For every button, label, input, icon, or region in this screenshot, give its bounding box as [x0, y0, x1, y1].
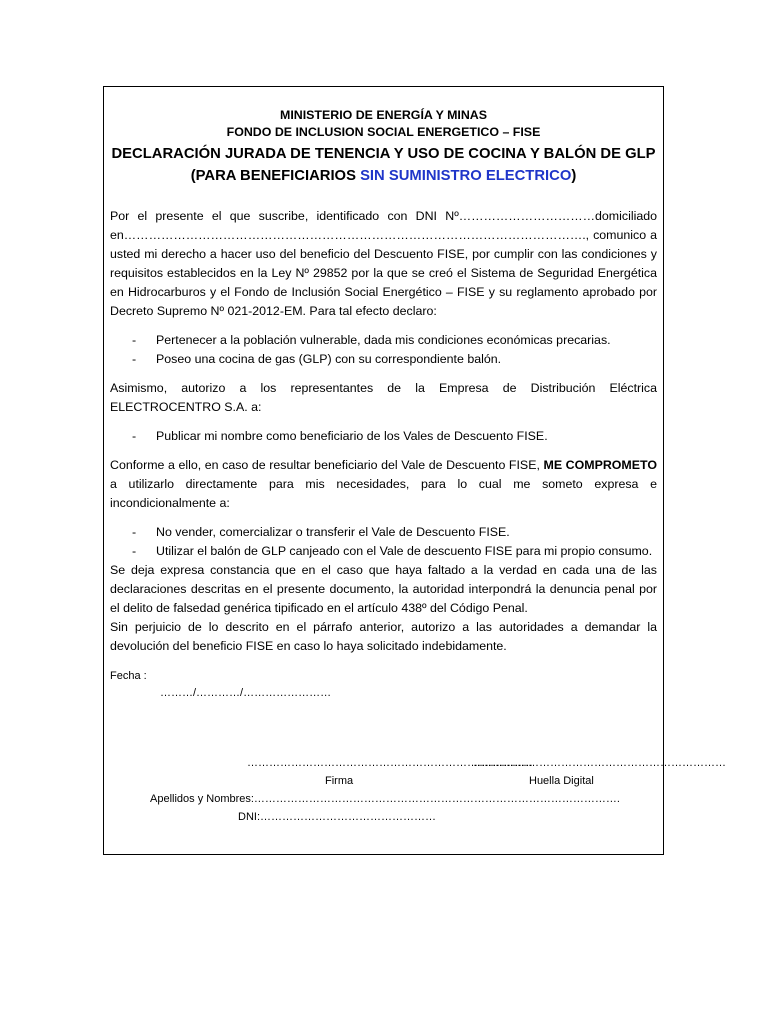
form-content — [110, 107, 657, 702]
list-item-text: No vender, comercializar o transferir el Vale de Descuento FISE. — [156, 525, 510, 539]
bullet-dash: - — [132, 429, 137, 443]
list-item-text: Publicar mi nombre como beneficiario de los Vales de Descuento FISE. — [156, 429, 548, 443]
list-item-text: Pertenecer a la población vulnerable, dada mis condiciones económicas precarias. — [156, 333, 611, 347]
document-subtitle — [110, 165, 657, 187]
bullet-dash: - — [132, 525, 137, 539]
commitment-list — [110, 523, 657, 561]
subtitle-suffix: ) — [571, 168, 577, 184]
date-field[interactable]: ………/…………/…………………… — [160, 687, 332, 699]
subtitle-highlight: SIN SUMINISTRO ELECTRICO — [360, 168, 572, 184]
authorize-list — [110, 427, 657, 446]
prejudice-paragraph: Sin perjuicio de lo descrito en el párrafo anterior, autorizo a las autoridades a demandar la devolución del beneficio FISE en caso lo haya solicitado indebidamente. — [110, 620, 657, 653]
date-label: Fecha : — [110, 670, 147, 682]
dni-field[interactable]: DNI:………………………………………… — [238, 811, 436, 823]
bullet-dash: - — [132, 333, 137, 347]
signature-row — [104, 757, 726, 797]
ministry-heading: MINISTERIO DE ENERGÍA Y MINAS — [280, 108, 487, 122]
fund-heading: FONDO DE INCLUSION SOCIAL ENERGETICO – FISE — [226, 125, 541, 139]
document-title: DECLARACIÓN JURADA DE TENENCIA Y USO DE COCINA Y BALÓN DE GLP — [111, 146, 656, 162]
bullet-dash: - — [132, 544, 137, 558]
commitment-paragraph — [110, 456, 657, 513]
fingerprint-label: Huella Digital — [529, 775, 594, 787]
list-item — [110, 523, 657, 542]
list-item-text: Utilizar el balón de GLP canjeado con el Vale de descuento FISE para mi propio consumo. — [156, 544, 653, 558]
authorize-paragraph: Asimismo, autorizo a los representantes de la Empresa de Distribución Eléctrica ELECTROCENTRO S.A. a: — [110, 381, 657, 414]
list-item — [110, 350, 657, 369]
intro-paragraph: Por el presente el que suscribe, identificado con DNI Nº……………………………domiciliado en…………………………………………………………………………………………………., comunico a usted mi derecho a hacer uso del beneficio del Descuento FISE, por cumplir con las condiciones y requisitos establecidos en la Ley Nº 29852 por la que se creó el Sistema de Seguridad Energética en Hidrocarburos y el Fondo de Inclusión Social Energético – FISE y su reglamento aprobado por Decreto Supremo Nº 021-2012-EM. Para tal efecto declaro: — [110, 209, 657, 318]
list-item-text: Poseo una cocina de gas (GLP) con su correspondiente balón. — [156, 352, 502, 366]
commitment-suffix: a utilizarlo directamente para mis necesidades, para lo cual me someto expresa e incondicionalmente a: — [110, 477, 657, 510]
signature-label: Firma — [325, 775, 354, 787]
commitment-prefix: Conforme a ello, en caso de resultar beneficiario del Vale de Descuento FISE, — [110, 458, 544, 472]
list-item — [110, 542, 657, 561]
list-item — [110, 427, 657, 446]
signature-line[interactable]: …………………………………………………………………… — [247, 757, 533, 769]
constancy-paragraph: Se deja expresa constancia que en el caso que haya faltado a la verdad en cada una de las declaraciones descritas en el presente documento, la autoridad interpondrá la denuncia penal por el delito de falsedad genérica tipificado en el artículo 438º del Código Penal. — [110, 563, 657, 615]
declarations-list — [110, 331, 657, 369]
names-field[interactable]: Apellidos y Nombres:………………………………………………………………………………………. — [150, 793, 620, 805]
fingerprint-line[interactable]: …………………………………………………………… — [473, 757, 726, 769]
subtitle-prefix: (PARA BENEFICIARIOS — [190, 168, 361, 184]
commitment-bold: ME COMPROMETO — [543, 458, 657, 472]
bullet-dash: - — [132, 352, 137, 366]
declaration-form — [103, 86, 726, 855]
list-item — [110, 331, 657, 350]
